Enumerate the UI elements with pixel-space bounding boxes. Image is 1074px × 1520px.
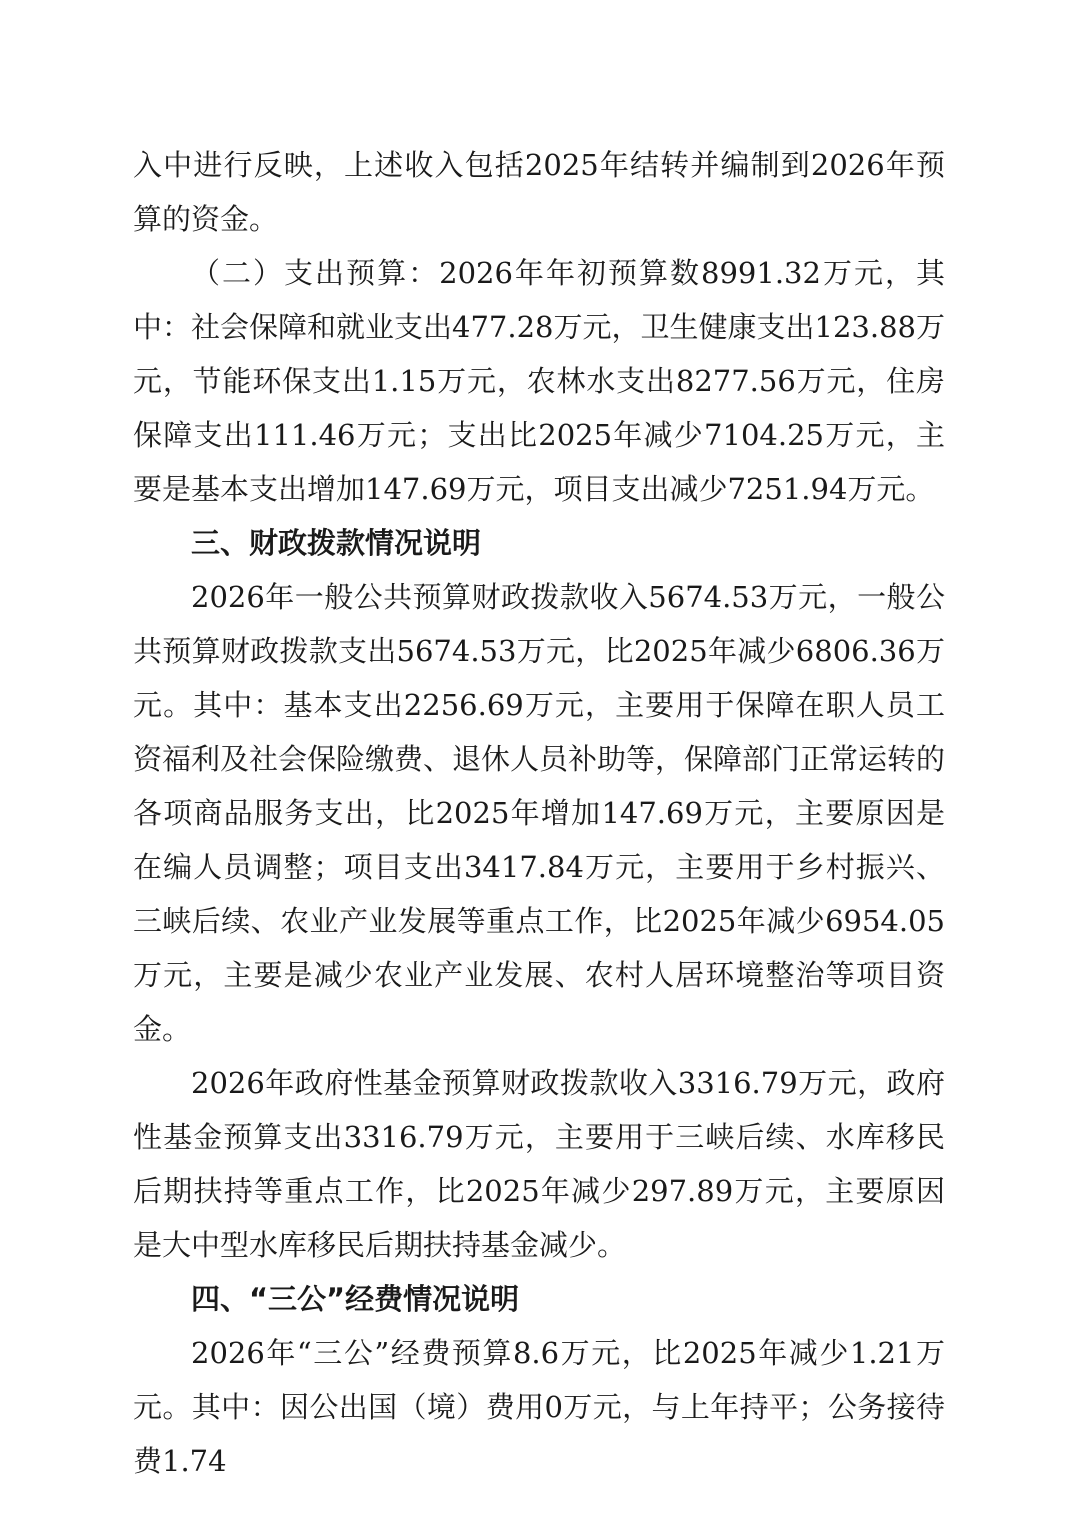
paragraph-government-fund-budget: 2026年政府性基金预算财政拨款收入3316.79万元，政府性基金预算支出3316.79万元，主要用于三峡后续、水库移民后期扶持等重点工作，比2025年减少297.89万元，主要原因是大中型水库移民后期扶持基金减少。	[133, 1066, 945, 1262]
document-body	[133, 138, 945, 1488]
section-heading-three-public-funds: 四、“三公”经费情况说明	[191, 1282, 520, 1316]
section-heading-fiscal-appropriation: 三、财政拨款情况说明	[191, 526, 482, 560]
paragraph-general-public-budget: 2026年一般公共预算财政拨款收入5674.53万元，一般公共预算财政拨款支出5674.53万元，比2025年减少6806.36万元。其中：基本支出2256.69万元，主要用于保障在职人员工资福利及社会保险缴费、退休人员补助等，保障部门正常运转的各项商品服务支出，比2025年增加147.69万元，主要原因是在编人员调整；项目支出3417.84万元，主要用于乡村振兴、三峡后续、农业产业发展等重点工作，比2025年减少6954.05万元，主要是减少农业产业发展、农村人居环境整治等项目资金。	[133, 580, 946, 1046]
paragraph-continued: 入中进行反映，上述收入包括2025年结转并编制到2026年预算的资金。	[133, 148, 945, 236]
paragraph-expenditure-budget: （二）支出预算：2026年年初预算数8991.32万元，其中：社会保障和就业支出477.28万元，卫生健康支出123.88万元，节能环保支出1.15万元，农林水支出8277.56万元，住房保障支出111.46万元；支出比2025年减少7104.25万元，主要是基本支出增加147.69万元，项目支出减少7251.94万元。	[133, 256, 945, 506]
paragraph-three-public-funds: 2026年“三公”经费预算8.6万元，比2025年减少1.21万元。其中：因公出国（境）费用0万元，与上年持平；公务接待费1.74	[133, 1336, 945, 1478]
